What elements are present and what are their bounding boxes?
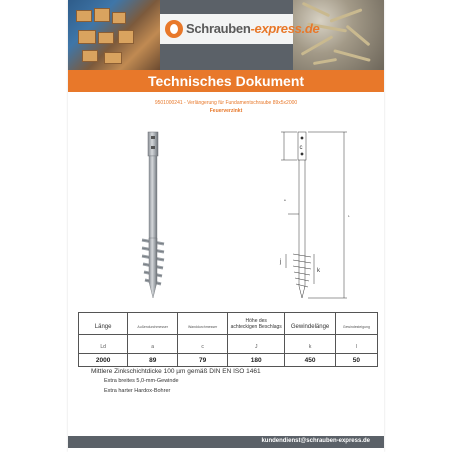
drawing-label-j: j <box>280 259 282 265</box>
table-header-row <box>79 313 378 335</box>
technical-drawing <box>264 122 384 302</box>
drawing-label-c: c <box>299 145 303 151</box>
table-header-cell: Wanddurchmesser <box>178 313 228 335</box>
table-cell: 79 <box>178 354 228 367</box>
drawing-label-k: k <box>317 268 320 274</box>
drawing-label-a: a <box>284 198 286 202</box>
table-header-cell: Länge <box>79 313 128 335</box>
table-cell: 450 <box>285 354 335 367</box>
table-cell: a <box>128 335 178 354</box>
table-cell: l <box>335 335 377 354</box>
logo-text[interactable]: Schrauben-express.de <box>186 21 320 36</box>
page-title: Technisches Dokument <box>147 73 305 89</box>
table-cell: k <box>285 335 335 354</box>
table-header-cell: Gewindelänge <box>285 313 335 335</box>
footer-email-link[interactable]: kundendienst@schrauben-express.de <box>261 438 370 444</box>
header-bar <box>68 0 384 70</box>
table-cell: 50 <box>335 354 377 367</box>
table-cell: c <box>178 335 228 354</box>
table-cell: 180 <box>228 354 285 367</box>
logo-icon <box>165 20 183 38</box>
table-header-cell: Gewindesteigung <box>335 313 377 335</box>
finish-label: Feuerverzinkt <box>209 108 243 114</box>
drawing-label-length: L <box>348 214 350 218</box>
table-header-cell: Höhe des achteckigen Beschlags <box>228 313 285 335</box>
table-cell: 89 <box>128 354 178 367</box>
table-value-row <box>79 354 378 367</box>
table-cell: Ld <box>79 335 128 354</box>
table-letter-row <box>79 335 378 354</box>
note-drill: Extra harter Hardox-Bohrer <box>104 388 171 394</box>
note-zinc: Mittlere Zinkschichtdicke 100 µm gemäß DIN EN ISO 1461 <box>91 368 261 375</box>
product-image <box>98 122 208 302</box>
table-cell: 2000 <box>79 354 128 367</box>
note-thread: Extra breites 5,0-mm-Gewinde <box>104 378 179 384</box>
spec-table <box>78 312 378 367</box>
document-page <box>68 0 384 452</box>
table-cell: J <box>228 335 285 354</box>
article-description: 9501000241 - Verlängerung für Fundamentschraube 89x5x2000 <box>154 100 298 106</box>
table-header-cell: Außendurchmesser <box>128 313 178 335</box>
header-photo-tools <box>68 0 160 70</box>
